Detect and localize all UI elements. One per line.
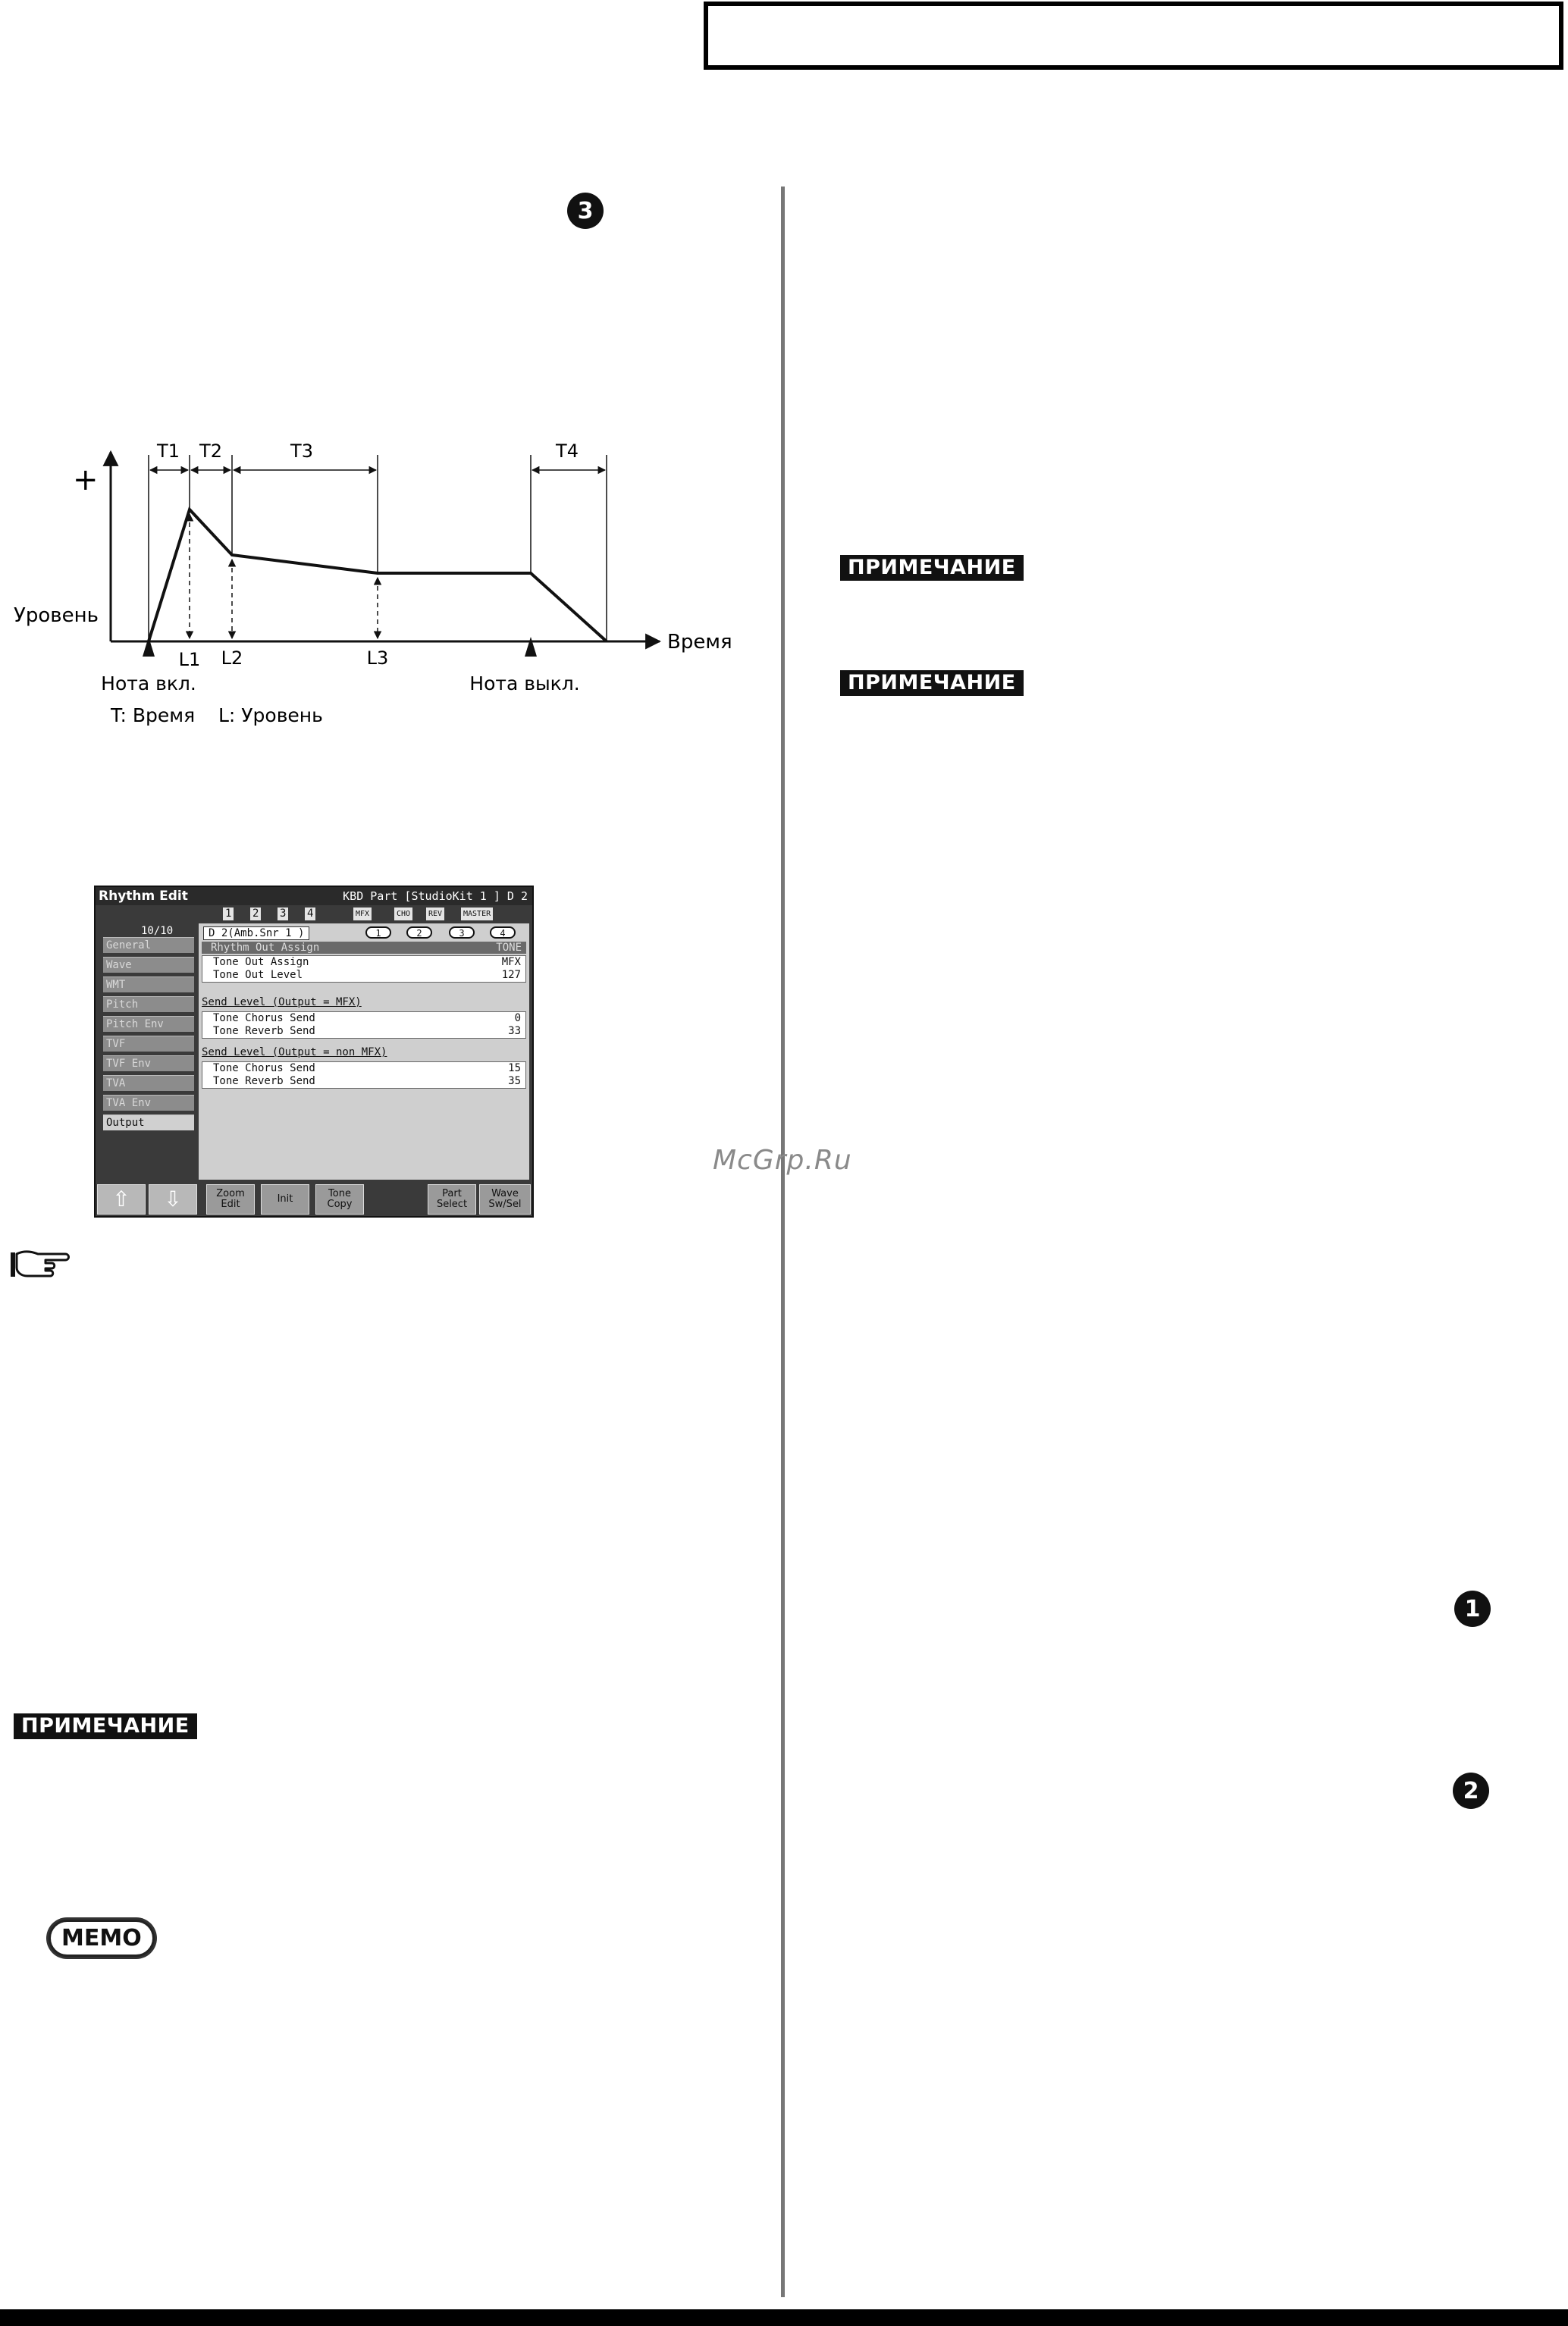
param-value: 0 xyxy=(514,1012,521,1024)
column-divider xyxy=(781,187,785,2297)
tab-general[interactable]: General xyxy=(103,937,194,953)
note-on-marker xyxy=(143,637,155,657)
tone-copy-button[interactable]: Tone Copy xyxy=(315,1184,364,1215)
param-label: Tone Chorus Send xyxy=(213,1062,315,1074)
wave-circle-1[interactable]: 1 xyxy=(365,926,391,939)
note-badge-right-2: ПРИМЕЧАНИЕ xyxy=(840,670,1024,696)
param-label: Tone Chorus Send xyxy=(213,1012,315,1024)
tab-tvf[interactable]: TVF xyxy=(103,1036,194,1052)
param-value: 35 xyxy=(508,1075,521,1087)
fx-box-rev: REV xyxy=(426,908,444,920)
tab-wave[interactable]: Wave xyxy=(103,957,194,973)
level-label-l2: L2 xyxy=(221,647,243,669)
param-value: 15 xyxy=(508,1062,521,1074)
level-label-l3: L3 xyxy=(366,647,389,669)
down-arrow-icon: ⇩ xyxy=(164,1187,182,1212)
time-label-t3: T3 xyxy=(290,440,313,462)
tone-name: D 2(Amb.Snr 1 ) xyxy=(203,926,309,940)
init-button[interactable]: Init xyxy=(261,1184,309,1215)
wave-circle-4[interactable]: 4 xyxy=(490,926,516,939)
note-on-label: Нота вкл. xyxy=(101,672,196,694)
tone-out-assign-row[interactable] xyxy=(202,956,525,969)
non-mfx-reverb-send-row[interactable] xyxy=(202,1075,525,1088)
lcd-title: Rhythm Edit xyxy=(99,889,188,904)
memo-badge: MEMO xyxy=(49,1920,155,1957)
time-label-t2: T2 xyxy=(199,440,222,462)
wave-circle-2[interactable]: 2 xyxy=(406,926,432,939)
tab-pitch[interactable]: Pitch xyxy=(103,996,194,1012)
time-label-t1: T1 xyxy=(157,440,180,462)
send-non-mfx-box xyxy=(202,1061,526,1089)
param-label: Tone Reverb Send xyxy=(213,1075,315,1087)
up-arrow-icon: ⇧ xyxy=(112,1187,130,1212)
part-selector-bar xyxy=(223,905,529,923)
part-box-3[interactable]: 3 xyxy=(278,908,288,920)
cursor-down-button[interactable] xyxy=(149,1184,197,1215)
lcd-output-panel xyxy=(199,923,529,1180)
rhythm-out-assign-label: Rhythm Out Assign xyxy=(211,942,320,954)
rhythm-out-assign-bar[interactable] xyxy=(202,942,526,954)
non-mfx-chorus-send-row[interactable] xyxy=(202,1062,525,1075)
envelope-diagram xyxy=(0,425,758,743)
tab-wmt[interactable]: WMT xyxy=(103,976,194,992)
x-axis-label: Время xyxy=(667,631,732,654)
time-label-t4: T4 xyxy=(556,440,579,462)
step-1-badge: 1 xyxy=(1454,1591,1491,1627)
param-value: 127 xyxy=(501,969,521,981)
part-box-2[interactable]: 2 xyxy=(250,908,261,920)
plus-sign: + xyxy=(73,462,99,497)
param-label: Tone Out Level xyxy=(213,969,303,981)
rhythm-edit-screenshot xyxy=(94,886,534,1218)
send-mfx-box xyxy=(202,1011,526,1039)
tone-header xyxy=(203,926,525,940)
note-off-label: Нота выкл. xyxy=(469,672,580,694)
mfx-chorus-send-row[interactable] xyxy=(202,1012,525,1025)
part-select-button[interactable]: Part Select xyxy=(428,1184,476,1215)
param-label: Tone Reverb Send xyxy=(213,1025,315,1037)
note-badge-left: ПРИМЕЧАНИЕ xyxy=(14,1713,197,1739)
tab-tva-env[interactable]: TVA Env xyxy=(103,1095,194,1111)
mfx-reverb-send-row[interactable] xyxy=(202,1025,525,1038)
lcd-title-bar xyxy=(96,887,532,905)
header-box xyxy=(704,2,1563,70)
legend-time: T: Время xyxy=(111,704,196,726)
step-2-badge: 2 xyxy=(1453,1773,1489,1809)
watermark: McGrp.Ru xyxy=(713,1145,852,1176)
param-label: Tone Out Assign xyxy=(213,956,309,968)
note-off-marker xyxy=(525,637,537,657)
part-box-1[interactable]: 1 xyxy=(223,908,234,920)
param-value: MFX xyxy=(501,956,521,968)
legend-level: L: Уровень xyxy=(218,704,323,726)
step-3-badge: 3 xyxy=(567,193,604,229)
wave-sw-sel-button[interactable]: Wave Sw/Sel xyxy=(479,1184,531,1215)
tab-counter: 10/10 xyxy=(141,925,174,937)
fx-box-master: MASTER xyxy=(461,908,493,920)
send-level-non-mfx-title: Send Level (Output = non MFX) xyxy=(202,1046,387,1058)
part-box-4[interactable]: 4 xyxy=(305,908,315,920)
tone-out-level-row[interactable] xyxy=(202,969,525,982)
lcd-part-info: KBD Part [StudioKit 1 ] D 2 xyxy=(343,889,528,903)
rhythm-out-assign-value: TONE xyxy=(496,942,522,954)
wave-circle-3[interactable]: 3 xyxy=(449,926,475,939)
lcd-function-buttons xyxy=(96,1183,532,1216)
tab-output[interactable]: Output xyxy=(103,1114,194,1130)
note-badge-right-1: ПРИМЕЧАНИЕ xyxy=(840,555,1024,581)
fx-box-cho: CHO xyxy=(394,908,412,920)
param-value: 33 xyxy=(508,1025,521,1037)
level-label-l1: L1 xyxy=(178,649,201,670)
fx-box-mfx: MFX xyxy=(353,908,372,920)
tab-pitch-env[interactable]: Pitch Env xyxy=(103,1016,194,1032)
zoom-edit-button[interactable]: Zoom Edit xyxy=(206,1184,255,1215)
y-axis-label: Уровень xyxy=(14,604,99,627)
pointing-hand-icon xyxy=(8,1246,71,1281)
tab-tvf-env[interactable]: TVF Env xyxy=(103,1055,194,1071)
tab-tva[interactable]: TVA xyxy=(103,1075,194,1091)
lcd-tab-sidebar xyxy=(96,923,197,1151)
tone-out-box xyxy=(202,955,526,983)
send-level-mfx-title: Send Level (Output = MFX) xyxy=(202,996,362,1008)
footer-bar xyxy=(0,2309,1568,2326)
cursor-up-button[interactable] xyxy=(97,1184,146,1215)
